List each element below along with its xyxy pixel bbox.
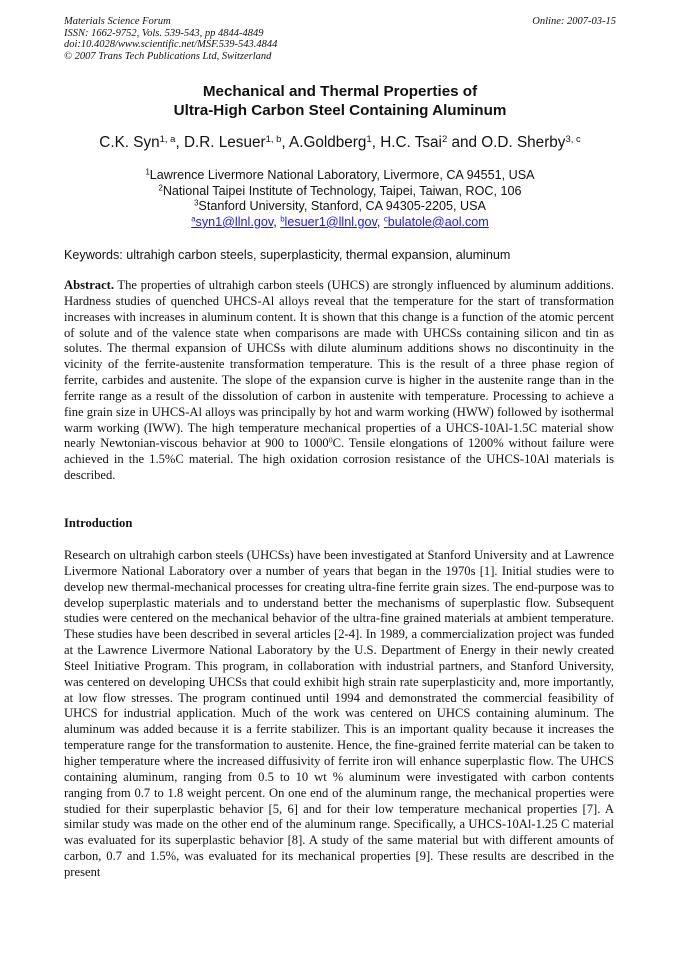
author: A.Goldberg$^1$, bbox=[289, 133, 381, 151]
paper-title bbox=[64, 82, 616, 120]
title-line-2: Ultra-High Carbon Steel Containing Aluminum bbox=[173, 102, 507, 119]
online-date: Online: 2007-03-15 bbox=[532, 16, 616, 27]
introduction-text: Research on ultrahigh carbon steels (UHCSs) have been investigated at Stanford University and at Lawrence Livermore National Laboratory over a number of years that began in the 1970s [1]. Initial studies were to develop new thermal-mechanical processes for creating ultra-fine ferrite grain sizes. The end-purpose was to develop superplastic materials and to understand better the mechanisms of superplastic flow. Subsequent studies were centered on the mechanical behavior of the ultra-fine grained materials at ambient temperature. These studies have been described in several articles [2-4]. In 1989, a commercialization project was funded at the Lawrence Livermore National Laboratory by the U.S. Department of Energy in their newly created Steel Initiative Program. This program, in collaboration with industrial partners, and Stanford University, was centered on developing UHCSs that could exhibit high strain rate superplasticity and, more importantly, at low flow stresses. The program continued until 1994 and demonstrated the commercial feasibility of UHCS for industrial application. Much of the work was centered on UHCS containing aluminum. The aluminum was added because it is a ferrite stabilizer. This is an important quality because it increases the temperature range for the transformation to austenite. Hence, the fine-grained ferrite material can be taken to higher temperature where the increased diffusivity of ferrite iron will enhance superplastic flow. The UHCS containing aluminum, ranging from 0.5 to 10 wt % aluminum were investigated with carbon contents ranging from 0.7 to 1.8 weight percent. On one end of the aluminum range, the mechanical properties were studied for their superplastic behavior [5, 6] and for their low temperature mechanical properties [7]. A similar study was made on the other end of the aluminum range. Specifically, a UHCS-10Al-1.25 C material was evaluated for its superplastic behavior [8]. A study of the same material but with different amounts of carbon, 0.7 and 1.5%, was evaluated for its mechanical properties [9]. These results are described in the present bbox=[64, 548, 614, 879]
abstract bbox=[64, 278, 614, 484]
section-heading-introduction: Introduction bbox=[64, 516, 133, 530]
email-link[interactable]: $^c$bulatole@aol.com bbox=[383, 214, 489, 229]
issn-line: ISSN: 1662-9752, Vols. 539-543, pp 4844-4849 bbox=[64, 27, 264, 39]
title-line-1: Mechanical and Thermal Properties of bbox=[202, 83, 478, 100]
author: C.K. Syn$^{1, a}$, bbox=[99, 133, 184, 151]
author: O.D. Sherby$^{3, c}$ bbox=[481, 133, 581, 151]
affiliation: $^1$Lawrence Livermore National Laboratory, Livermore, CA 94551, USA bbox=[145, 167, 535, 182]
doi-line: doi:10.4028/www.scientific.net/MSF.539-543.4844 bbox=[64, 39, 278, 51]
email-list: $^a$syn1@llnl.gov, $^b$lesuer1@llnl.gov, $^c$bulatole@aol.com bbox=[191, 214, 489, 229]
abstract-text-end: C. Tensile elongations of 1200% without failure were achieved in the 1.5%C material. The high oxidation corrosion resistance of the UHCS-10Al materials is described. bbox=[64, 436, 614, 483]
email-link[interactable]: $^a$syn1@llnl.gov bbox=[191, 214, 274, 229]
affiliation: $^3$Stanford University, Stanford, CA 94305-2205, USA bbox=[194, 198, 486, 214]
keywords: Keywords: ultrahigh carbon steels, superplasticity, thermal expansion, aluminum bbox=[64, 248, 511, 262]
journal-header bbox=[64, 16, 616, 62]
copyright-line: © 2007 Trans Tech Publications Ltd, Switzerland bbox=[64, 50, 272, 62]
abstract-label: Abstract. bbox=[64, 278, 115, 292]
author: H.C. Tsai$^2$ and bbox=[380, 133, 482, 151]
degree-superscript: 0 bbox=[328, 436, 333, 446]
author: D.R. Lesuer$^{1, b}$, bbox=[183, 133, 290, 151]
affiliations bbox=[64, 168, 616, 230]
author-list bbox=[64, 133, 616, 153]
affiliation: $^2$National Taipei Institute of Technology, Taipei, Taiwan, ROC, 106 bbox=[158, 183, 522, 198]
email-link[interactable]: $^b$lesuer1@llnl.gov bbox=[280, 214, 377, 229]
abstract-text: The properties of ultrahigh carbon steels (UHCS) are strongly influenced by aluminum additions. Hardness studies of quenched UHCS-Al alloys reveal that the temperature for the start of transformation increases with increases in aluminum content. It is shown that this change is a function of the atomic percent of solute and of the valence state when comparisons are made with UHCSs containing silicon and tin as solutes. The thermal expansion of UHCSs with dilute aluminum additions shows no discontinuity in the vicinity of the ferrite-austenite transformation temperature. This is the result of a three phase region of ferrite, carbides and austenite. The slope of the expansion curve is higher in the austenite range than in the ferrite range as a result of the dissolution of carbon in austenite with temperature. Processing to achieve a fine grain size in UHCS-Al alloys was principally by hot and warm working (HWW) followed by isothermal warm working (IWW). The high temperature mechanical properties of a UHCS-10Al-1.5C material show nearly Newtonian-viscous behavior at 900 to 1000 bbox=[64, 278, 614, 451]
journal-name: Materials Science Forum bbox=[64, 16, 171, 27]
